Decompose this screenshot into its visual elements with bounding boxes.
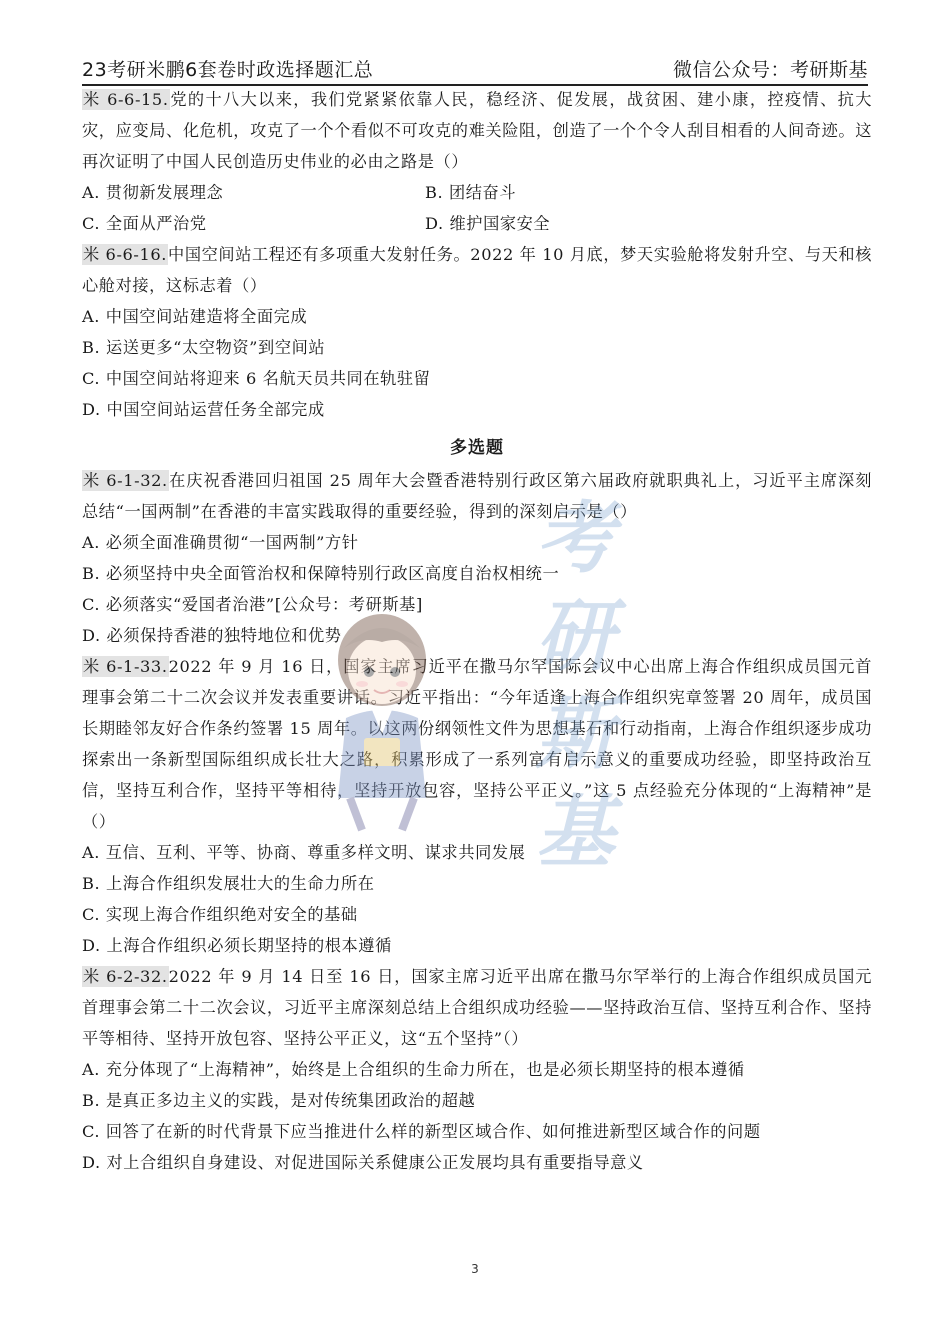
question-block [82,651,872,961]
answer-option: D. 对上合组织自身建设、对促进国际关系健康公正发展均具有重要指导意义 [82,1153,644,1172]
answer-option: D. 中国空间站运营任务全部完成 [82,400,325,419]
question-id: 米 6-1-33. [83,657,168,676]
answer-option: B. 是真正多边主义的实践，是对传统集团政治的超越 [82,1091,476,1110]
question-block [82,465,872,651]
answer-option: C. 中国空间站将迎来 6 名航天员共同在轨驻留 [82,369,431,388]
page-header [82,48,868,86]
question-block [82,84,872,239]
answer-option: A. 贯彻新发展理念 [82,183,224,202]
watermark-char: 基 [535,787,614,878]
watermark-char: 研 [535,591,614,682]
answer-option: A. 充分体现了“上海精神”，始终是上合组织的生命力所在，也是必须长期坚持的根本遵循 [82,1060,745,1079]
answer-option: C. 回答了在新的时代背景下应当推进什么样的新型区域合作、如何推进新型区域合作的问题 [82,1122,761,1141]
question-stem [82,465,872,527]
answer-option: D. 维护国家安全 [425,214,551,233]
answer-option: B. 运送更多“太空物资”到空间站 [82,338,326,357]
question-stem [82,239,872,301]
answer-option: A. 必须全面准确贯彻“一国两制”方针 [82,533,359,552]
header-wechat: 微信公众号：考研斯基 [672,59,868,81]
question-block [82,239,872,425]
answer-option: C. 实现上海合作组织绝对安全的基础 [82,905,358,924]
question-text: 党的十八大以来，我们党紧紧依靠人民，稳经济、促发展，战贫困、建小康，控疫情、抗大灾，应变局、化危机，攻克了一个个看似不可攻克的难关险阻，创造了一个个令人刮目相看的人间奇迹。这再次证明了中国人民创造历史伟业的必由之路是（） [82,90,872,171]
question-content [82,84,872,1178]
answer-option: B. 上海合作组织发展壮大的生命力所在 [82,874,375,893]
header-title: 23考研米鹏6套卷时政选择题汇总 [82,59,374,81]
answer-option: D. 上海合作组织必须长期坚持的根本遵循 [82,936,392,955]
watermark-char: 考 [535,493,614,584]
question-text: 在庆祝香港回归祖国 25 周年大会暨香港特别行政区第六届政府就职典礼上，习近平主席深刻总结“一国两制”在香港的丰富实践取得的重要经验，得到的深刻启示是（） [82,471,873,521]
page-number: 3 [471,1262,479,1276]
question-id: 米 6-1-32. [83,471,168,490]
option-row [82,208,872,239]
question-stem [82,84,872,177]
question-text: 2022 年 9 月 14 日至 16 日，国家主席习近平出席在撒马尔罕举行的上海合作组织成员国元首理事会第二十二次会议，习近平主席深刻总结上合组织成功经验——坚持政治互信、坚持互利合作、坚持平等相待、坚持开放包容、坚持公平正义，这“五个坚持”（） [82,967,873,1048]
question-id: 米 6-6-15. [83,90,169,109]
question-text: 2022 年 9 月 16 日，国家主席习近平在撒马尔罕国际会议中心出席上海合作组织成员国元首理事会第二十二次会议并发表重要讲话。习近平指出：“今年适逢上海合作组织宪章签署 20 周年，成员国长期睦邻友好合作条约签署 15 周年。以这两份纲领性文件为思想基石和行动指南，上海合作组织逐步成功探索出一条新型国际组织成长壮大之路，积累形成了一系列富有启示意义的重要成功经验，即坚持政治互信，坚持互利合作，坚持平等相待，坚持开放包容，坚持公平正义。”这 5 点经验充分体现的“上海精神”是（） [82,657,872,831]
answer-option: C. 必须落实“爱国者治港”[公众号：考研斯基] [82,595,423,614]
watermark-char: 斯 [535,689,614,780]
question-block [82,961,872,1178]
question-id: 米 6-2-32. [83,967,168,986]
answer-option: A. 中国空间站建造将全面完成 [82,307,308,326]
question-text: 中国空间站工程还有多项重大发射任务。2022 年 10 月底，梦天实验舱将发射升空、与天和核心舱对接，这标志着（） [82,245,873,295]
answer-option: D. 必须保持香港的独特地位和优势 [82,626,342,645]
answer-option: C. 全面从严治党 [82,214,207,233]
answer-option: A. 互信、互利、平等、协商、尊重多样文明、谋求共同发展 [82,843,526,862]
section-title: 多选题 [450,438,504,458]
answer-option: B. 团结奋斗 [425,183,517,202]
option-row [82,177,872,208]
answer-option: B. 必须坚持中央全面管治权和保障特别行政区高度自治权相统一 [82,564,560,583]
question-id: 米 6-6-16. [83,245,168,264]
question-stem [82,651,872,837]
question-stem [82,961,872,1054]
